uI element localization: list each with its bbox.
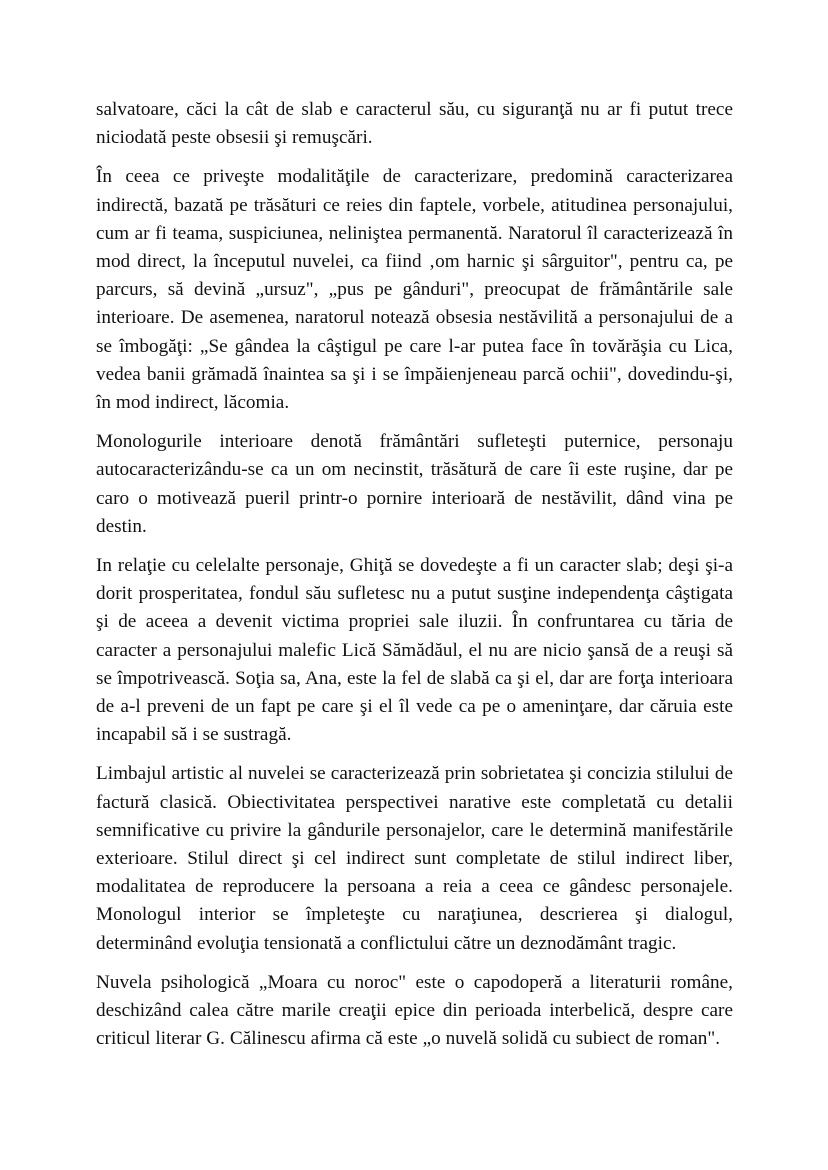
paragraph-5: Limbajul artistic al nuvelei se caracterizează prin sobrietatea şi concizia stilului de factură clasică. Obiectivitatea perspectivei narative este completată cu detalii semnificative cu privire la gândurile personajelor, care le determină manifestările exterioare. Stilul direct şi cel indirect sunt completate de stilul indirect liber, modalitatea de reproducere la persoana a reia a ceea ce gândesc personajele. Monologul interior se împleteşte cu naraţiunea, descrierea şi dialogul, determinând evoluţia tensionată a conflictului către un deznodământ tragic. — [96, 763, 733, 954]
text-column — [96, 96, 733, 1054]
paragraph-6: Nuvela psihologică „Moara cu noroc" este o capodoperă a literaturii române, deschizând calea către marile creaţii epice din perioada interbelică, despre care criticul literar G. Călinescu afirma că este „o nuvelă solidă cu subiect de roman". — [96, 971, 733, 1050]
paragraph-3: Monologurile interioare denotă frământări sufleteşti puternice, personaju autocaracterizându-se ca un om necinstit, trăsătură de care îi este ruşine, dar pe caro o motivează pueril printr-o pornire interioară de nestăvilit, dând vina pe destin. — [96, 431, 733, 537]
paragraph-2: În ceea ce priveşte modalităţile de caracterizare, predomină caracterizarea indirectă, bazată pe trăsături ce reies din faptele, vorbele, atitudinea personajului, cum ar fi teama, suspiciunea, neliniştea permanentă. Naratorul îl caracterizează în mod direct, la începutul nuvelei, ca fiind ‚om harnic şi sârguitor", pentru ca, pe parcurs, să devină „ursuz", „pus pe gânduri", preocupat de frământările sale interioare. De asemenea, naratorul notează obsesia nestăvilită a personajului de a se îmbogăţi: „Se gândea la câştigul pe care l-ar putea face în tovărăşia cu Lica, vedea banii grămadă înaintea sa şi i se împăienjeneau parcă ochii", dovedindu-şi, în mod indirect, lăcomia. — [96, 166, 733, 414]
paragraph-1: salvatoare, căci la cât de slab e caracterul său, cu siguranţă nu ar fi putut trece niciodată peste obsesii şi remuşcări. — [96, 99, 733, 149]
paragraph-4: In relaţie cu celelalte personaje, Ghiţă se dovedeşte a fi un caracter slab; deşi şi-a dorit prosperitatea, fondul său sufletesc nu a putut susţine independenţa câştigata şi de aceea a devenit victima propriei sale iluzii. În confruntarea cu tăria de caracter a personajului malefic Lică Sămădăul, el nu are nicio şansă de a reuşi să se împotrivească. Soţia sa, Ana, este la fel de slabă ca şi el, dar are forţa interioara de a-l preveni de un fapt pe care şi el îl vede ca pe o ameninţare, dar căruia este incapabil să i se sustragă. — [96, 555, 733, 746]
